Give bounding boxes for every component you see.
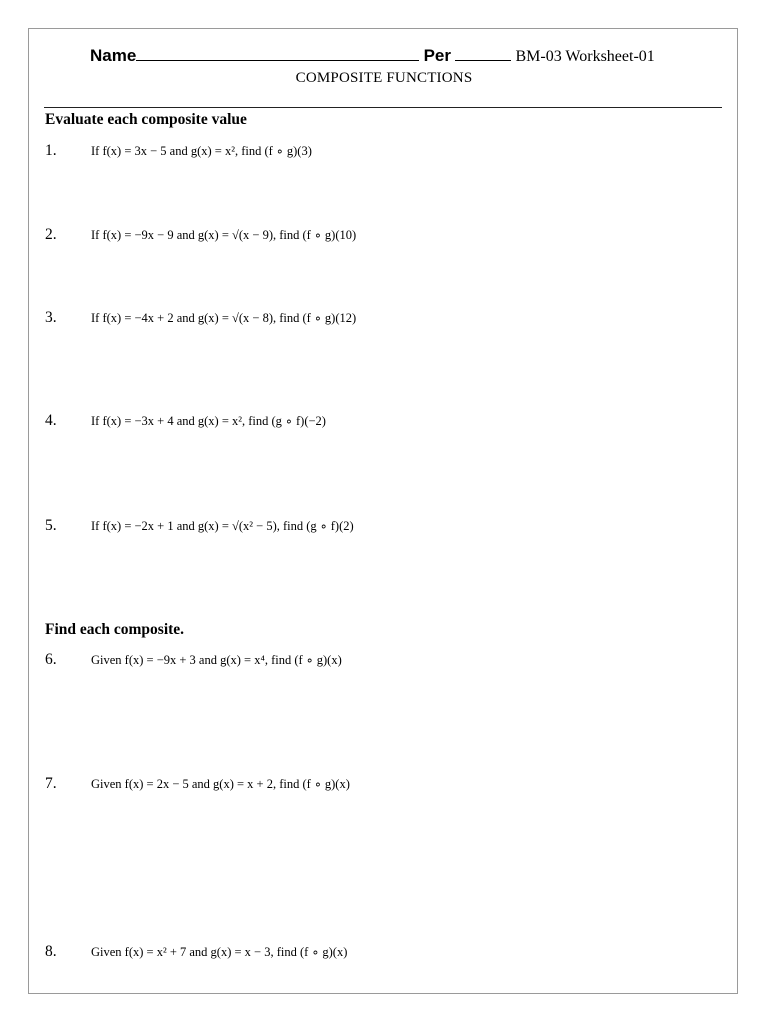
problem-text: Given f(x) = −9x + 3 and g(x) = x⁴, find (f ∘ g)(x): [91, 653, 342, 667]
section-heading-find: Find each composite.: [45, 621, 185, 638]
problem-number: 8.: [45, 943, 57, 960]
header-rule: [44, 107, 722, 108]
problem-number: 5.: [45, 517, 57, 534]
worksheet-title: COMPOSITE FUNCTIONS: [295, 70, 473, 86]
problem-number: 7.: [45, 775, 57, 792]
problem-number: 3.: [45, 309, 57, 326]
page-border: [28, 28, 738, 994]
worksheet-id: BM-03 Worksheet-01: [515, 48, 655, 65]
section-heading-evaluate: Evaluate each composite value: [45, 111, 247, 128]
problem-number: 4.: [45, 412, 57, 429]
problem-text: If f(x) = 3x − 5 and g(x) = x², find (f ∘ g)(3): [91, 144, 312, 158]
problem-text: If f(x) = −2x + 1 and g(x) = √(x² − 5), find (g ∘ f)(2): [91, 519, 354, 533]
problem-text: Given f(x) = x² + 7 and g(x) = x − 3, find (f ∘ g)(x): [91, 945, 348, 959]
problem-number: 1.: [45, 142, 57, 159]
header-row: [90, 46, 655, 66]
name-blank: [136, 60, 419, 61]
per-blank: [455, 60, 511, 61]
problem-number: 2.: [45, 226, 57, 243]
name-label: Name: [90, 46, 137, 65]
problem-text: If f(x) = −4x + 2 and g(x) = √(x − 8), find (f ∘ g)(12): [91, 311, 357, 325]
problem-text: If f(x) = −9x − 9 and g(x) = √(x − 9), find (f ∘ g)(10): [91, 228, 357, 242]
problem-number: 6.: [45, 651, 57, 668]
per-label: Per: [423, 46, 451, 65]
problem-text: Given f(x) = 2x − 5 and g(x) = x + 2, find (f ∘ g)(x): [91, 777, 350, 791]
problem-text: If f(x) = −3x + 4 and g(x) = x², find (g ∘ f)(−2): [91, 414, 326, 428]
